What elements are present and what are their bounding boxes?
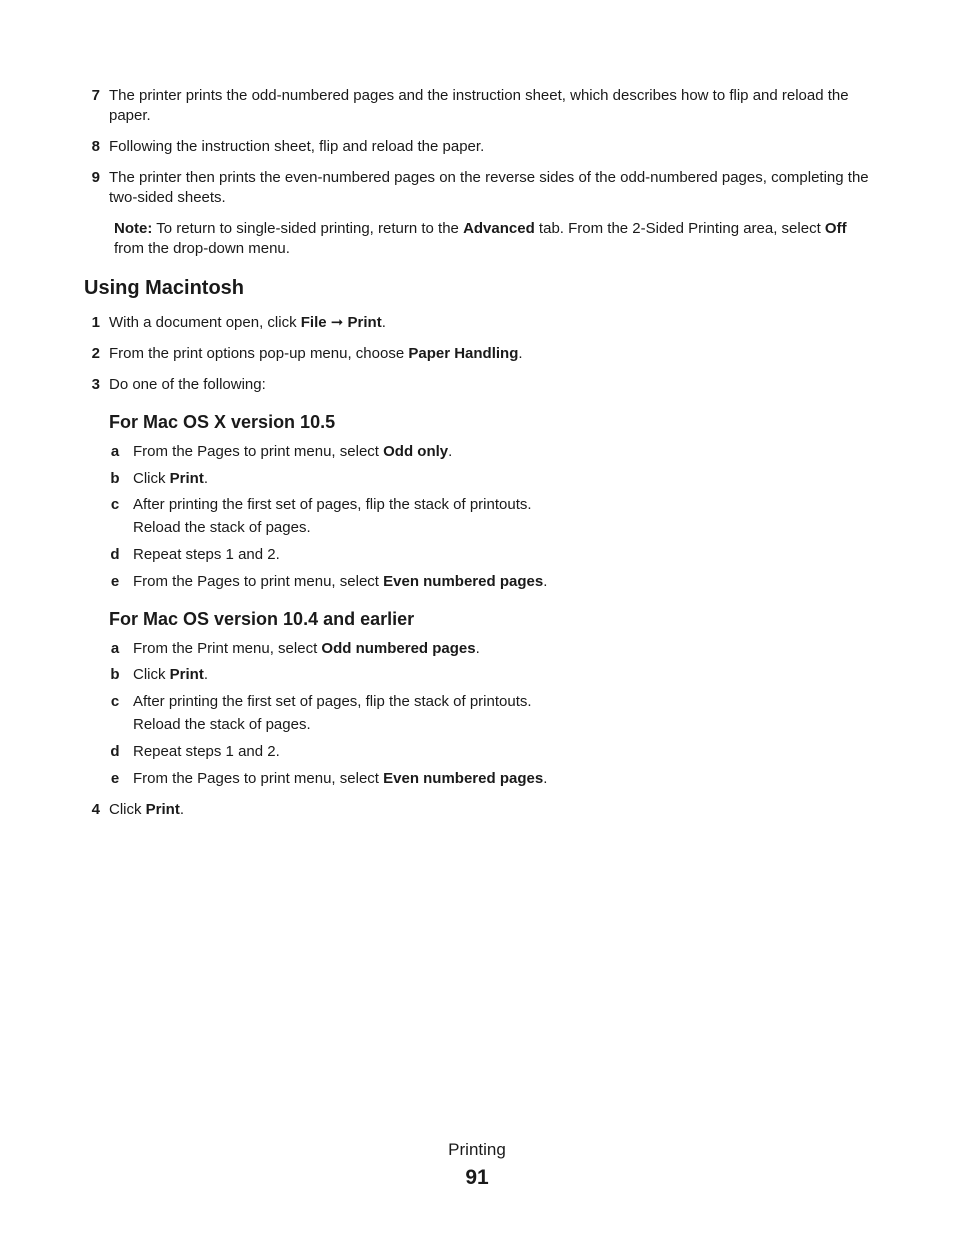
page-number: 91 [465,1166,489,1189]
step-number: 7 [91,87,100,104]
step-text: Following the instruction sheet, flip and reload the paper. [109,138,485,155]
document-page: 7 The printer prints the odd-numbered pages and the instruction sheet, which describes how to flip and reload the paper. 8 Following the instruction sheet, flip and reload the paper. 9 The printer then prints the even-numbered pages on the reverse sides of the odd-numbered pages, completing the two-sided sheets. Note: To return to single-sided printing, return to the Advanced tab. From the 2-Sided Printing area, select Off from the drop-down menu. Using Macintosh 1 With a document open, click File ➞ Print. 2 From the print options pop-up menu, choose Paper Handling. 3 Do one of the following: For Mac OS X version 10.5 a From the Pages to print menu, select Odd only. b Click Print. c After printing the first set of pages, flip the stack of printouts. Reload the stack of pages. d Repeat steps 1 and 2. e From the Pages to print menu, select Even numbered pages. For Mac OS version 10.4 and earlier a From the Print menu, select Odd numbered pages. b Click Print. c After printing the first set of pages, flip the stack of printouts. Reload the stack of pages. d Repeat steps 1 and 2. e From the Pages to print menu, select Even numbered pages. 4 Click Print. Printing 91 [0,0,954,1235]
subheading-os-104: For Mac OS version 10.4 and earlier [109,609,415,629]
subheading-osx-105: For Mac OS X version 10.5 [109,412,336,432]
note: Note: To return to single-sided printing, return to the Advanced tab. From the 2-Sided Printing area, select Off from the drop-down menu. [114,220,847,257]
arrow-icon: ➞ [330,314,344,331]
note-label: Note: [114,220,153,237]
step-text: The printer then prints the even-numbered pages on the reverse sides of the odd-numbered pages, completing the two-sided sheets. [109,169,869,206]
step-number: 8 [91,138,100,155]
footer-chapter-title: Printing [448,1140,506,1159]
step-text: The printer prints the odd-numbered pages and the instruction sheet, which describes how to flip and reload the paper. [109,87,849,124]
step-number: 9 [91,169,100,186]
section-heading: Using Macintosh [84,277,245,299]
